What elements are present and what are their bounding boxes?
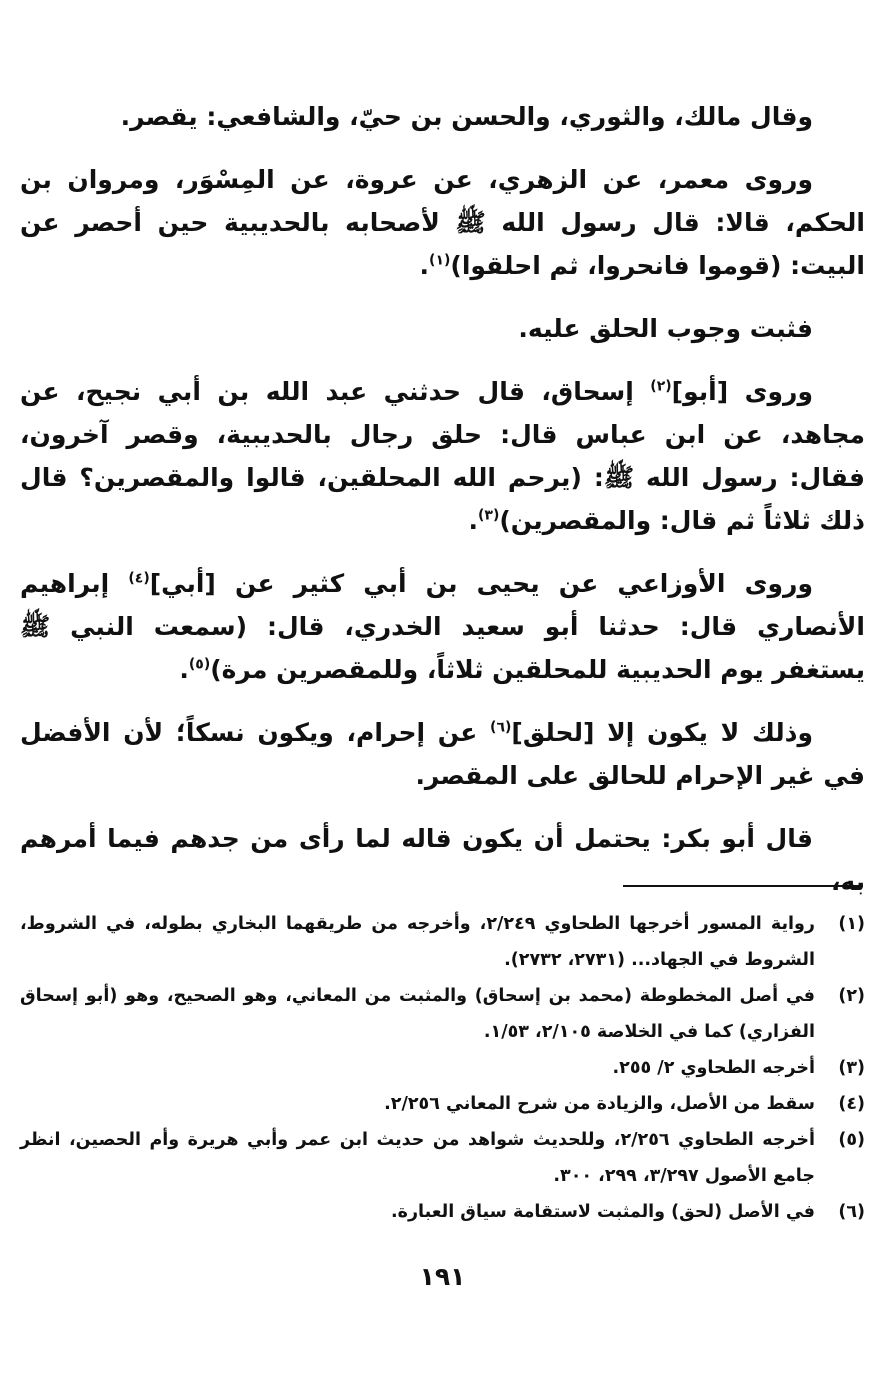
footnote-divider — [623, 885, 863, 887]
footnote-text: في أصل المخطوطة (محمد بن إسحاق) والمثبت من المعاني، وهو الصحيح، وهو (أبو إسحاق الفزاري) كما في الخلاصة ٢/١٠٥، ١/٥٣. — [20, 986, 815, 1042]
footnote — [20, 906, 865, 978]
footnotes — [20, 906, 865, 1230]
paragraph: وروى معمر، عن الزهري، عن عروة، عن المِسْوَر، ومروان بن الحكم، قالا: قال رسول الله ﷺ لأصحابه بالحديبية حين أحصر عن البيت: (قوموا فانحروا، ثم احلقوا)$^{(١)}$. — [20, 165, 865, 280]
footnote-text: أخرجه الطحاوي ٢/ ٢٥٥. — [612, 1058, 815, 1078]
footnote-number: (٥) — [838, 1130, 865, 1150]
paragraph: وروى الأوزاعي عن يحيى بن أبي كثير عن [أبي]$^{(٤)}$ إبراهيم الأنصاري قال: حدثنا أبو سعيد الخدري، قال: (سمعت النبي ﷺ يستغفر يوم الحديبية للمحلقين ثلاثاً، وللمقصرين مرة)$^{(٥)}$. — [20, 569, 865, 684]
footnote-ref: (٤) — [128, 570, 150, 587]
paragraph: وذلك لا يكون إلا [لحلق]$^{(٦)}$ عن إحرام، ويكون نسكاً؛ لأن الأفضل في غير الإحرام للحالق على المقصر. — [20, 718, 865, 790]
paragraph: وقال مالك، والثوري، والحسن بن حيّ، والشافعي: يقصر. — [120, 102, 813, 131]
footnote-number: (٣) — [838, 1058, 865, 1078]
footnote — [20, 1050, 865, 1086]
paragraph: وروى [أبو]$^{(٢)}$ إسحاق، قال حدثني عبد الله بن أبي نجيح، عن مجاهد، عن ابن عباس قال: حلق رجال بالحديبية، وقصر آخرون، فقال: رسول الله ﷺ: (يرحم الله المحلقين، قالوا والمقصرين؟ قال ذلك ثلاثاً ثم قال: والمقصرين)$^{(٣)}$. — [20, 377, 865, 535]
main-text — [20, 95, 865, 923]
paragraph: قال أبو بكر: يحتمل أن يكون قاله لما رأى من جدهم فيما أمرهم به، — [20, 824, 865, 896]
footnote-ref: (١) — [429, 252, 451, 269]
footnote — [20, 1086, 865, 1122]
footnote-number: (٤) — [838, 1094, 865, 1114]
footnote-text: أخرجه الطحاوي ٢/٢٥٦، وللحديث شواهد من حديث ابن عمر وأبي هريرة وأم الحصين، انظر جامع الأصول ٣/٢٩٧، ٢٩٩، ٣٠٠. — [20, 1130, 816, 1186]
footnote — [20, 1122, 865, 1194]
page-number: ١٩١ — [419, 1262, 466, 1291]
footnote-number: (٦) — [838, 1202, 865, 1222]
footnote-text: في الأصل (لحق) والمثبت لاستقامة سياق العبارة. — [390, 1202, 815, 1222]
footnote-number: (٢) — [838, 986, 865, 1006]
footnote-ref: (٣) — [478, 507, 500, 524]
footnote-ref: (٥) — [188, 656, 211, 673]
footnote — [20, 978, 865, 1050]
footnote-ref: (٦) — [490, 719, 512, 736]
footnote-ref: (٢) — [650, 378, 672, 395]
footnote-text: رواية المسور أخرجها الطحاوي ٢/٢٤٩، وأخرجه من طريقهما البخاري بطوله، في الشروط، الشروط في الجهاد... (٢٧٣١، ٢٧٣٢). — [20, 914, 815, 970]
footnote — [20, 1194, 865, 1230]
footnote-text: سقط من الأصل، والزيادة من شرح المعاني ٢/٢٥٦. — [384, 1094, 815, 1114]
footnote-number: (١) — [838, 914, 865, 934]
paragraph: فثبت وجوب الحلق عليه. — [518, 314, 813, 343]
